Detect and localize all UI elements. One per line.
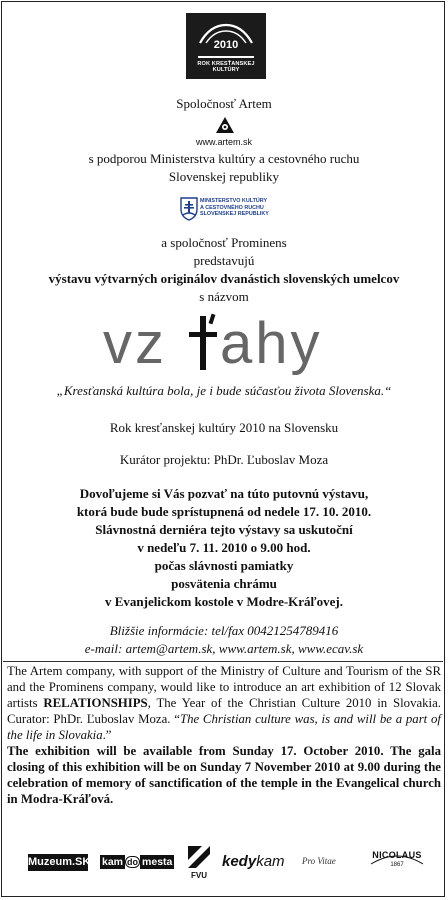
invite-line-2: ktorá bude bude sprístupnená od nedele 17. 10. 2010. [76, 504, 372, 519]
invite-line-4: v nedeľu 7. 11. 2010 o 9.00 hod. [137, 540, 311, 555]
ministry-logo-line-3: SLOVENSKEJ REPUBLIKY [200, 211, 269, 218]
invite-line-5: počas slávnosti pamiatky [154, 558, 294, 573]
invite-line-1: Dovoľujeme si Vás pozvať na túto putovnú výstavu, [79, 486, 369, 501]
cross-icon [188, 312, 218, 376]
contact-email: e-mail: artem@artem.sk, www.artem.sk, www.ecav.sk [84, 641, 364, 656]
slovak-coat-of-arms-icon [180, 197, 198, 221]
kam-do-mesta-logo: kam do mesta [102, 856, 173, 868]
named-line: s názvom [199, 289, 249, 304]
logo-caption: ROK KRESŤANSKEJ KULTÚRY [197, 61, 255, 73]
invite-line-3: Slávnostná derniéra tejto výstavy sa uskutoční [95, 522, 353, 537]
invite-line-6: posvätenia chrámu [171, 576, 277, 591]
title-part-1: vz [103, 311, 167, 376]
muzeum-sk-logo: Muzeum.SK [28, 854, 88, 871]
present-line: predstavujú [193, 253, 255, 268]
year-line: Rok kresťanskej kultúry 2010 na Slovensku [109, 420, 339, 435]
support-line-2: Slovenskej republiky [168, 169, 280, 184]
logo-year: 2010 [213, 39, 239, 51]
nicolaus-logo: NICOLAUS 1867 [367, 846, 427, 872]
partner-line: a spoločnosť Prominens [161, 235, 287, 250]
english-paragraph-1: The Artem company, with support of the Ministry of Culture and Tourism of the SR and the Prominens company, would like to introduce an art exhibition of 12 Slovak artists RELATIONSHIPS, The Year of the Christian Culture 2010 in Slovakia. Curator: PhDr. Ľuboslav Moza. “The Christian culture was, is and will be a part of the life in Slovakia.” [7, 664, 441, 742]
artem-triangle-icon [216, 117, 234, 133]
exhibition-title [0, 312, 448, 376]
pro-vitae-logo: Pro Vitae [302, 856, 336, 866]
support-line-1: s podporou Ministerstva kultúry a cestovného ruchu [88, 151, 360, 166]
year-of-christian-culture-logo [186, 13, 266, 79]
divider [3, 661, 443, 662]
company-url: www.artem.sk [195, 137, 252, 147]
curator-line: Kurátor projektu: PhDr. Ľuboslav Moza [119, 452, 329, 467]
invite-line-7: v Evanjelickom kostole v Modre-Kráľovej. [104, 594, 343, 609]
company-name: Spoločnosť Artem [176, 96, 272, 111]
title-part-2: ahy [220, 311, 323, 376]
fvu-logo: FVU [184, 842, 214, 882]
contact-phone: Bližšie informácie: tel/fax 00421254789416 [109, 623, 339, 638]
exhibition-line: výstavu výtvarných originálov dvanástich slovenských umelcov [48, 271, 400, 286]
ministry-logo-line-1: MINISTERSTVO KULTÚRY [200, 198, 268, 204]
ministry-logo-line-2: A CESTOVNÉHO RUCHU [200, 204, 264, 211]
fvu-emblem-icon [184, 842, 214, 870]
kedykam-logo: kedykam [222, 853, 285, 870]
ministry-logo [180, 197, 280, 225]
english-paragraph-2: The exhibition will be available from Sunday 17. October 2010. The gala closing of this exhibition will be on Sunday 7 November 2010 at 9.00 during the celebration of memory of sanctification of the temple in the Evangelical church in Modra-Kráľová. [7, 744, 441, 806]
quote: „Kresťanská kultúra bola, je i bude súčasťou života Slovenska.“ [56, 383, 392, 398]
english-summary [7, 663, 441, 807]
